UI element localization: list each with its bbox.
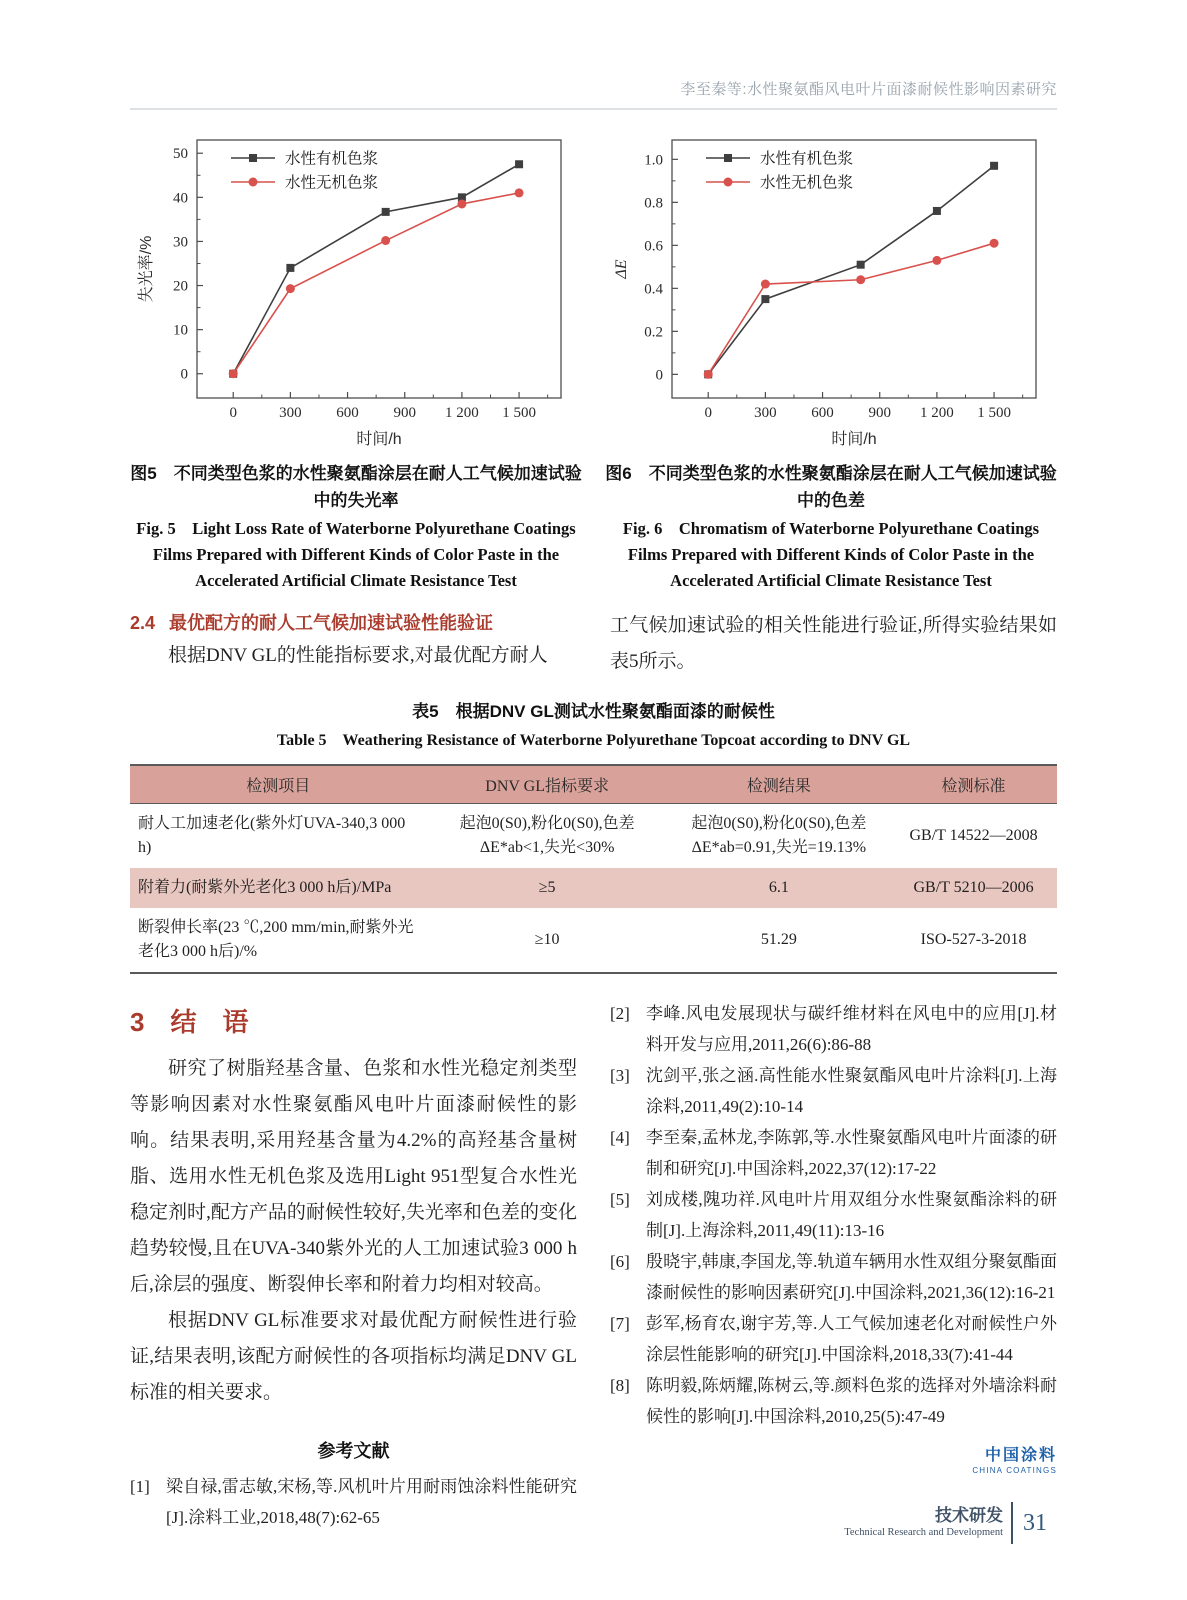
- svg-text:时间/h: 时间/h: [356, 431, 402, 448]
- footer-divider: [1011, 1502, 1013, 1544]
- svg-text:30: 30: [173, 234, 188, 251]
- svg-text:水性无机色浆: 水性无机色浆: [285, 174, 379, 192]
- table5-row-1: [130, 804, 1057, 869]
- reference-text: 李峰.风电发展现状与碳纤维材料在风电中的应用[J].材料开发与应用,2011,26(6):86-88: [646, 1004, 1057, 1054]
- svg-text:600: 600: [336, 405, 359, 421]
- reference-number: [5]: [610, 1190, 630, 1209]
- fig5-caption-en: Fig. 5 Light Loss Rate of Waterborne Polyurethane Coatings Films Prepared with Different Kinds of Color Paste in the Accelerated Artificial Climate Resistance Test: [136, 519, 576, 590]
- table5-block: [130, 698, 1057, 974]
- reference-item: [610, 1246, 1057, 1308]
- fig5-line-chart: [133, 126, 579, 456]
- reference-number: [6]: [610, 1252, 630, 1271]
- section-2-4-left-column: [130, 608, 577, 680]
- fig6-caption-zh: 图6 不同类型色浆的水性聚氨酯涂层在耐人工气候加速试验中的色差: [605, 464, 1057, 510]
- section-2-4-right-column: [610, 608, 1057, 680]
- reference-number: [4]: [610, 1128, 630, 1147]
- logo-text-en: CHINA COATINGS: [972, 1466, 1057, 1475]
- section-2-4-number: 2.4: [130, 613, 156, 633]
- bottom-columns: [130, 998, 1057, 1533]
- section-2-4: [130, 608, 1057, 680]
- reference-text: 陈明毅,陈炳耀,陈树云,等.颜料色浆的选择对外墙涂料耐候性的影响[J].中国涂料,2010,25(5):47-49: [646, 1376, 1057, 1426]
- fig6-line-chart: [608, 126, 1054, 456]
- table5-title-en: Table 5 Weathering Resistance of Waterborne Polyurethane Topcoat according to DNV GL: [276, 732, 911, 749]
- svg-text:水性无机色浆: 水性无机色浆: [760, 174, 854, 192]
- table-cell: 51.29: [760, 931, 797, 948]
- conclusion-paragraph-1: 研究了树脂羟基含量、色浆和水性光稳定剂类型等影响因素对水性聚氨酯风电叶片面漆耐候性的影响。结果表明,采用羟基含量为4.2%的高羟基含量树脂、选用水性无机色浆及选用Light 951型复合水性光稳定剂时,配方产品的耐候性较好,失光率和色差的变化趋势较慢,且在UVA-340紫外光的人工加速试验3 000 h后,涂层的强度、断裂伸长率和附着力均相对较高。: [130, 1058, 577, 1295]
- table5-title-zh: 表5 根据DNV GL测试水性聚氨酯面漆的耐候性: [412, 702, 775, 721]
- svg-text:0: 0: [704, 405, 712, 421]
- table5: [130, 764, 1057, 974]
- footer-section-en: Technical Research and Development: [844, 1527, 1003, 1538]
- figure-6: [605, 126, 1057, 594]
- reference-text: 彭军,杨育农,谢宇芳,等.人工气候加速老化对耐候性户外涂层性能影响的研究[J].中国涂料,2018,33(7):41-44: [646, 1314, 1057, 1364]
- svg-text:0: 0: [180, 366, 188, 383]
- reference-number: [3]: [610, 1066, 630, 1085]
- reference-item: [610, 998, 1057, 1060]
- reference-text: 梁自禄,雷志敏,宋杨,等.风机叶片用耐雨蚀涂料性能研究[J].涂料工业,2018,48(7):62-65: [166, 1477, 577, 1527]
- svg-text:水性有机色浆: 水性有机色浆: [285, 150, 379, 168]
- reference-number: [2]: [610, 1004, 630, 1023]
- svg-text:0.4: 0.4: [644, 281, 663, 298]
- svg-text:时间/h: 时间/h: [831, 431, 877, 448]
- references-heading: 参考文献: [317, 1441, 390, 1461]
- svg-text:1 200: 1 200: [445, 405, 479, 421]
- svg-text:1 200: 1 200: [920, 405, 954, 421]
- table-cell: 6.1: [668, 868, 890, 908]
- conclusion-paragraph-2: 根据DNV GL标准要求对最优配方耐候性进行验证,结果表明,该配方耐候性的各项指标均满足DNV GL标准的相关要求。: [130, 1310, 577, 1403]
- reference-item: [610, 1308, 1057, 1370]
- svg-text:300: 300: [279, 405, 302, 421]
- table-cell: 断裂伸长率(23 ℃,200 mm/min,耐紫外光老化3 000 h后)/%: [138, 919, 414, 960]
- svg-text:10: 10: [173, 322, 188, 339]
- table-cell: 起泡0(S0),粉化0(S0),色差ΔE*ab=0.91,失光=19.13%: [691, 815, 867, 856]
- figures-row: [130, 126, 1057, 594]
- section-2-4-right-text: 工气候加速试验的相关性能进行验证,所得实验结果如表5所示。: [610, 615, 1057, 672]
- reference-number: [1]: [130, 1477, 150, 1496]
- table-cell: ISO-527-3-2018: [920, 931, 1027, 948]
- svg-text:1.0: 1.0: [644, 152, 663, 169]
- table-cell: 附着力(耐紫外光老化3 000 h后)/MPa: [130, 868, 427, 908]
- svg-text:水性有机色浆: 水性有机色浆: [760, 150, 854, 168]
- svg-text:0.6: 0.6: [644, 238, 663, 255]
- reference-text: 沈剑平,张之涵.高性能水性聚氨酯风电叶片涂料[J].上海涂料,2011,49(2):10-14: [646, 1066, 1057, 1116]
- reference-item: [610, 1184, 1057, 1246]
- table5-header-requirement: DNV GL指标要求: [427, 765, 668, 804]
- header-rule: [130, 108, 1057, 110]
- page-footer: [844, 1502, 1047, 1544]
- reference-number: [7]: [610, 1314, 630, 1333]
- table5-row-2: [130, 868, 1057, 908]
- svg-text:ΔE: ΔE: [613, 259, 630, 279]
- table5-header-item: 检测项目: [130, 765, 427, 804]
- section-2-4-heading: [130, 608, 577, 638]
- fig6-caption-en: Fig. 6 Chromatism of Waterborne Polyurethane Coatings Films Prepared with Different Kinds of Color Paste in the Accelerated Artificial Climate Resistance Test: [622, 519, 1040, 590]
- svg-text:600: 600: [811, 405, 834, 421]
- reference-item: [610, 1060, 1057, 1122]
- section-3-heading: 3 结 语: [130, 1007, 249, 1037]
- china-coatings-logo: [610, 1442, 1057, 1475]
- svg-text:40: 40: [173, 190, 188, 207]
- reference-item: [610, 1122, 1057, 1184]
- table5-row-3: [130, 908, 1057, 973]
- svg-text:0.2: 0.2: [644, 324, 663, 341]
- figure-5: [130, 126, 582, 594]
- fig5-caption: [130, 460, 582, 594]
- reference-text: 李至秦,孟林龙,李陈郭,等.水性聚氨酯风电叶片面漆的研制和研究[J].中国涂料,2022,37(12):17-22: [646, 1128, 1057, 1178]
- svg-text:300: 300: [754, 405, 777, 421]
- footer-section-zh: 技术研发: [935, 1506, 1003, 1525]
- svg-text:20: 20: [173, 278, 188, 295]
- svg-text:900: 900: [393, 405, 416, 421]
- running-head-title: 李至秦等:水性聚氨酯风电叶片面漆耐候性影响因素研究: [680, 81, 1057, 98]
- table5-header-result: 检测结果: [668, 765, 890, 804]
- svg-text:1 500: 1 500: [502, 405, 536, 421]
- table-cell: ≥5: [427, 868, 668, 908]
- svg-text:0: 0: [229, 405, 237, 421]
- svg-text:0: 0: [655, 367, 663, 384]
- footer-section: [844, 1506, 1003, 1540]
- fig6-caption: [605, 460, 1057, 594]
- table-cell: GB/T 5210—2006: [890, 868, 1057, 908]
- svg-text:失光率/%: 失光率/%: [138, 235, 155, 303]
- table-cell: 起泡0(S0),粉化0(S0),色差ΔE*ab<1,失光<30%: [459, 815, 635, 856]
- section-2-4-title: 最优配方的耐人工气候加速试验性能验证: [169, 613, 494, 633]
- svg-text:900: 900: [868, 405, 891, 421]
- table-cell: ≥10: [534, 931, 560, 948]
- right-column: [610, 998, 1057, 1533]
- svg-text:50: 50: [173, 146, 188, 163]
- table-cell: GB/T 14522—2008: [909, 827, 1038, 844]
- reference-item: [130, 1471, 577, 1533]
- section-2-4-left-text: 根据DNV GL的性能指标要求,对最优配方耐人: [168, 645, 548, 666]
- reference-number: [8]: [610, 1376, 630, 1395]
- svg-text:0.8: 0.8: [644, 195, 663, 212]
- table-cell: 耐人工加速老化(紫外灯UVA-340,3 000 h): [138, 815, 406, 856]
- page-number: 31: [1023, 1509, 1047, 1536]
- table5-header-row: [130, 765, 1057, 804]
- reference-text: 殷晓宇,韩康,李国龙,等.轨道车辆用水性双组分聚氨酯面漆耐候性的影响因素研究[J].中国涂料,2021,36(12):16-21: [646, 1252, 1057, 1302]
- fig5-caption-zh: 图5 不同类型色浆的水性聚氨酯涂层在耐人工气候加速试验中的失光率: [130, 464, 582, 510]
- left-column: [130, 998, 577, 1533]
- reference-text: 刘成楼,隗功祥.风电叶片用双组分水性聚氨酯涂料的研制[J].上海涂料,2011,49(11):13-16: [646, 1190, 1057, 1240]
- logo-text-zh: 中国涂料: [984, 1447, 1057, 1464]
- reference-item: [610, 1370, 1057, 1432]
- svg-text:1 500: 1 500: [977, 405, 1011, 421]
- table5-header-standard: 检测标准: [890, 765, 1057, 804]
